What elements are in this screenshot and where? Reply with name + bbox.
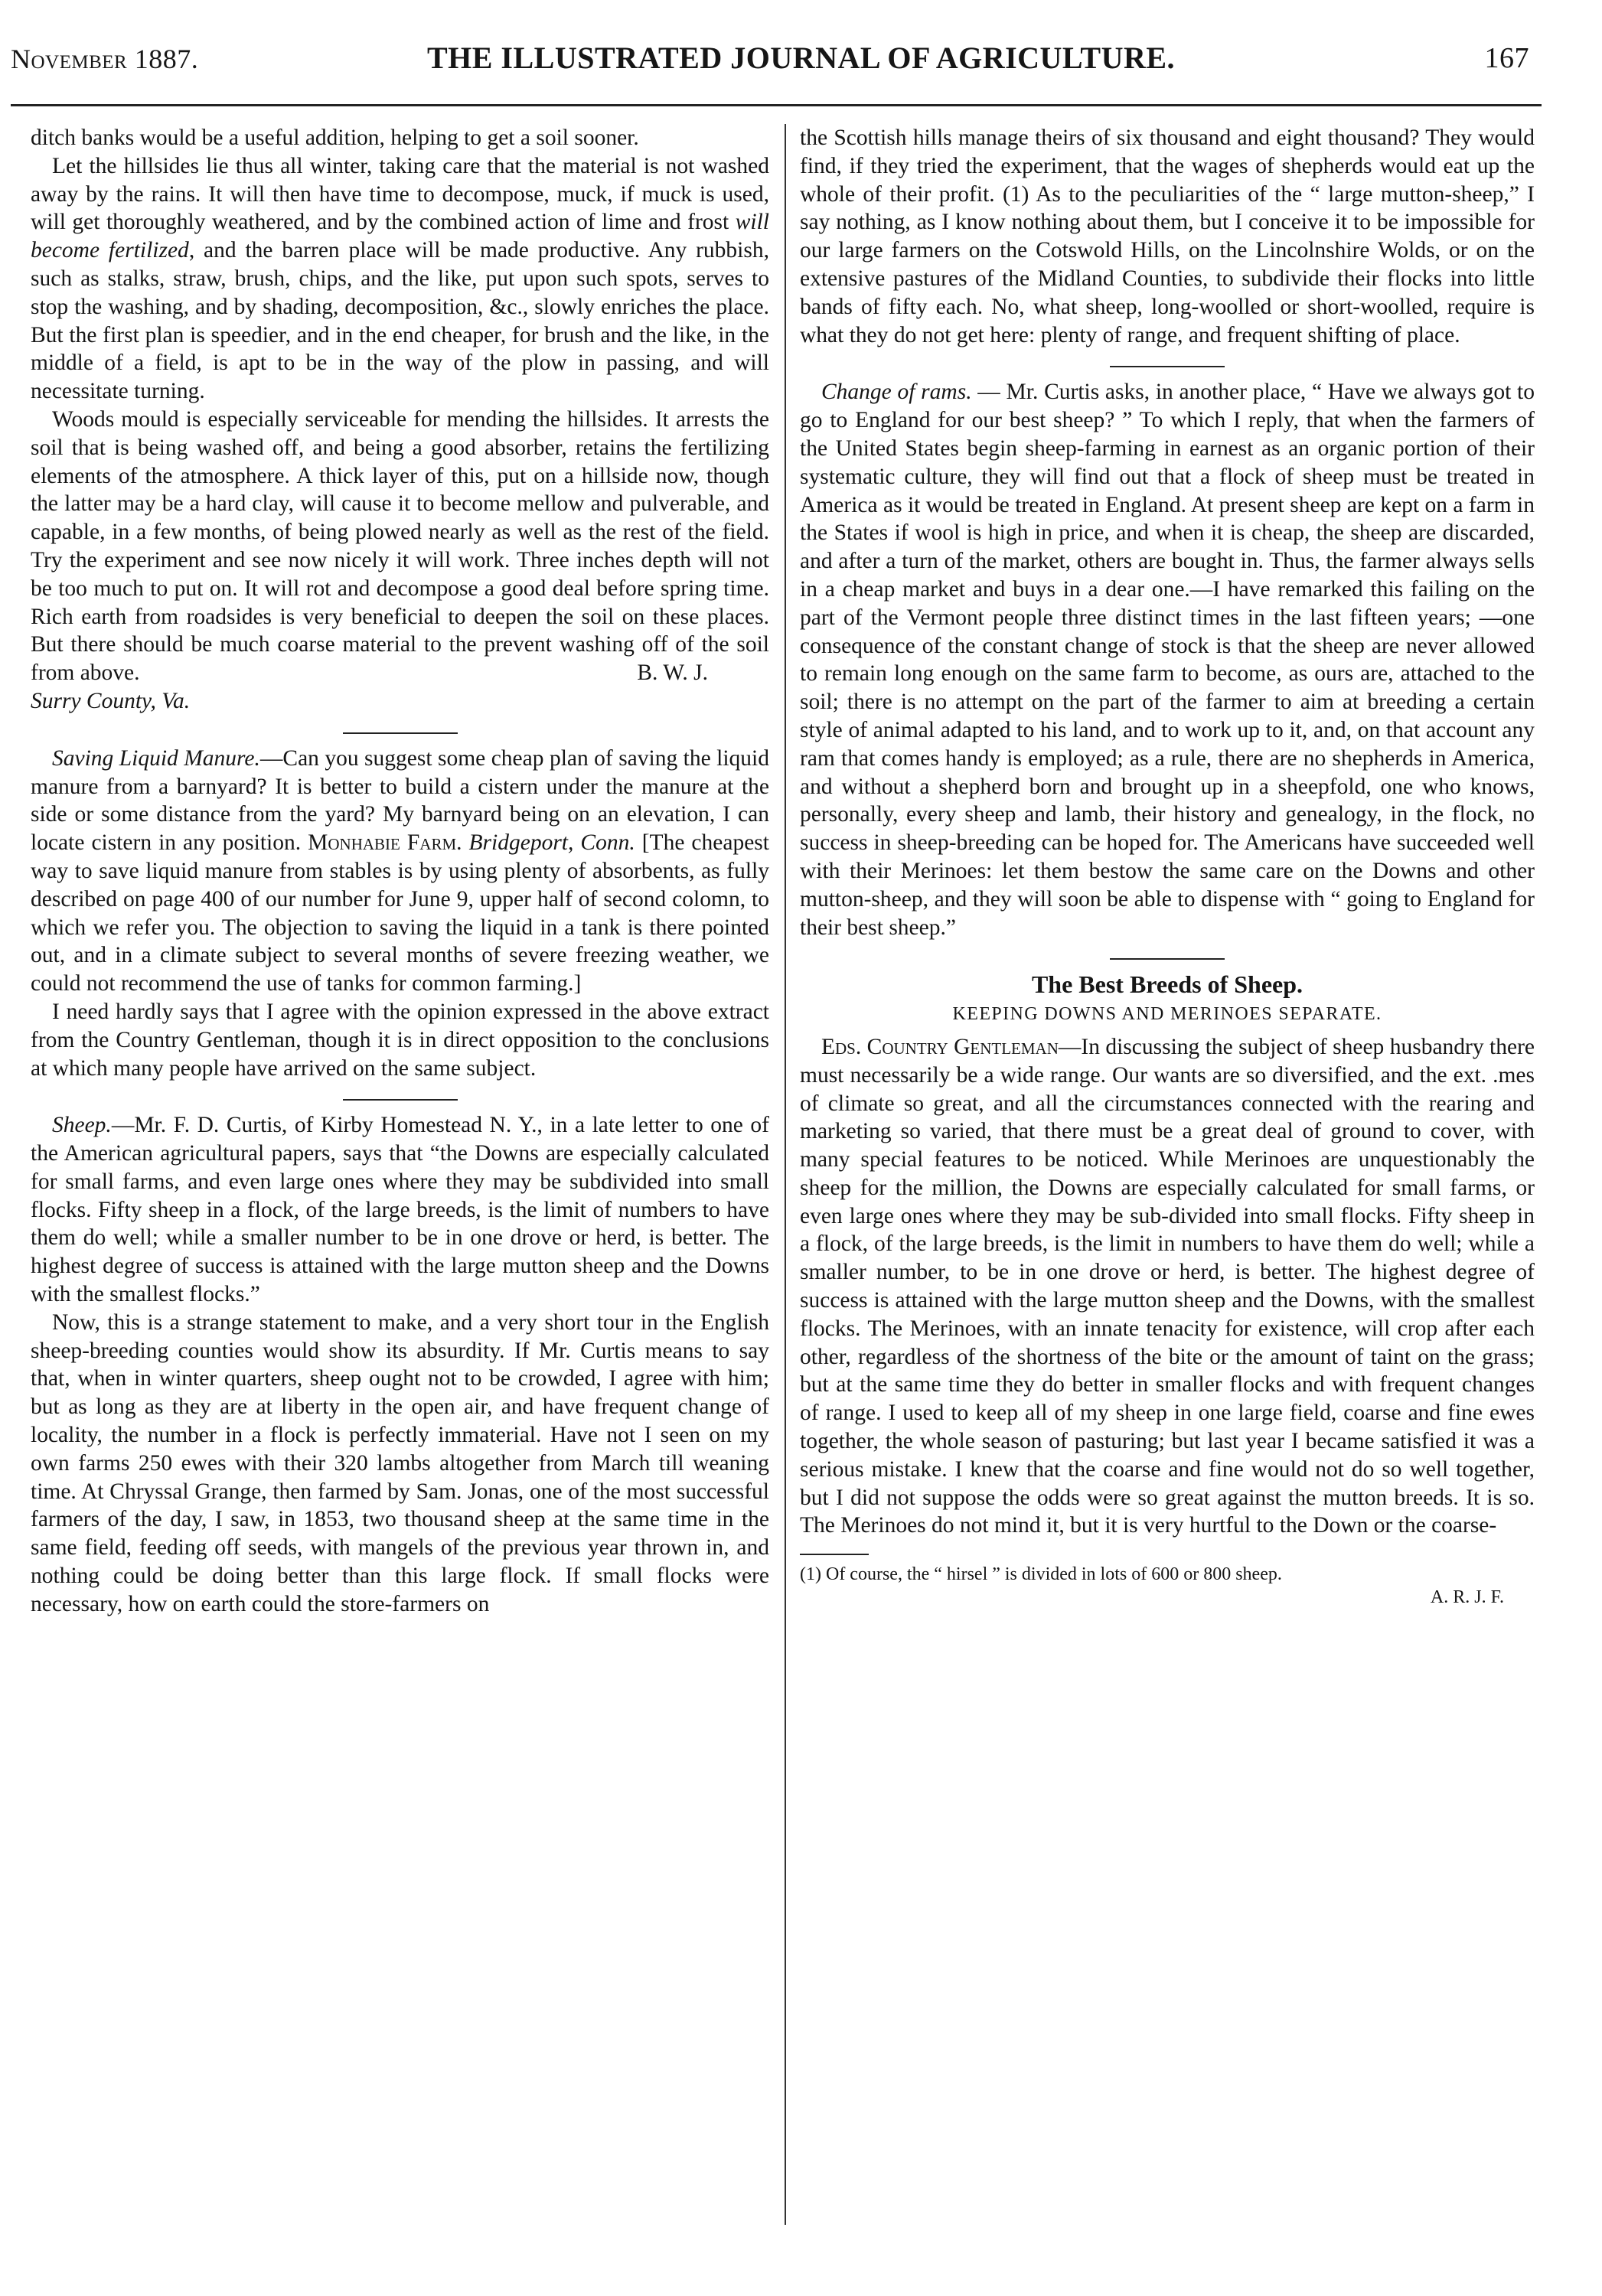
footnote-rule <box>800 1554 869 1555</box>
right-column <box>800 124 1535 1609</box>
header-rule <box>11 104 1542 106</box>
italic-text: will become fertilized <box>31 210 769 263</box>
issue-date: November 1887. <box>11 44 199 74</box>
author-place: Surry County, Va. <box>31 688 191 713</box>
journal-title: THE ILLUSTRATED JOURNAL OF AGRICULTURE. <box>426 41 1176 75</box>
text: , and the barren place will be made productive. Any rubbish, such as stalks, straw, brush, chips, and the like, put upon such spots, serves to stop the washing, and by shading, decomposition, &c., slowly enriches the place. But the first plan is speedier, and in the end cheaper, for brush and the like, in the middle of a field, is apt to be in the way of the plow in passing, and will necessitate turning. <box>31 238 769 404</box>
text: — Mr. Curtis asks, in another place, “ Have we always got to go to England for our best sheep? ” To which I reply, that when the farmers of the United States begin sheep-farming in earnest as an organic portion of their systematic culture, they will find out that a flock of sheep must be treated in America as it would be treated in England. At present sheep are kept on a farm in the States if wool is high in price, and when it is cheap, the sheep are discarded, and after a turn of the market, others are bought in. Thus, the farmer always sells in a cheap market and buys in a dear one.—I have remarked this failing on the part of the Vermont people three distinct times in the last fifteen years; —one consequence of the constant change of stock is that the sheep are never allowed to remain long enough on the same farm to become, as ours are, attached to the soil; there is no attempt on the part of the farmer to aim at breeding a certain style of animal adapted to his land, and to work up to it, and, on that account any ram that comes handy is employed; as a rule, there are no shepherds in America, and without a shepherd born and brought up in a sheepfold, one who knows, personally, every sheep and lamb, their history and genealogy, in the flock, no success in sheep-breeding can be hoped for. The Americans have succeeded well with their Merinoes: let them bestow the same care on the Downs and other mutton-sheep, and they will soon be able to dispense with “ going to England for their best sheep.” <box>800 380 1535 940</box>
paragraph <box>31 1111 769 1309</box>
text: —In discussing the subject of sheep husbandry there must necessarily be a wide range. Our wants are so diversified, and the ext. .mes of climate so great, and all the circumstances connected with the rearing and marketing so varied, that there must be a great deal of ground to cover, with many special features to be noticed. While Merinoes are unquestionably the sheep for the million, the Downs are especially calculated for small farms, or even large ones where they may be sub-divided into small flocks. Fifty sheep in a flock, of the large breeds, is the limit in numbers to have them do well; while a smaller number, to be in one drove or herd, is better. The highest degree of success is attained with the large mutton sheep and the Downs, with the smallest flocks. The Merinoes, with an innate tenacity for existence, will crop after each other, regardless of the shortness of the bite or the amount of taint on the grass; but at the same time they do better in smaller flocks and with frequent changes of range. I used to keep all of my sheep in one large field, coarse and fine ewes together, the whole season of pasturing; but last year I became satisfied it was a serious mistake. I knew that the coarse and fine would not do so well together, but I did not suppose the odds were so great against the mutton breeds. It is so. The Merinoes do not mind it, but it is very hurtful to the Down or the coarse- <box>800 1034 1535 1538</box>
paragraph: I need hardly says that I agree with the opinion expressed in the above extract from the Country Gentleman, though it is in direct opposition to the conclusions at which many people have arrived on the same subject. <box>31 999 769 1081</box>
column-divider <box>785 124 786 2225</box>
text: —Mr. F. D. Curtis, of Kirby Homestead N. Y., in a late letter to one of the American agricultural papers, says that “the Downs are especially calculated for small farms, and even large ones where they may be subdivided into small flocks. Fifty sheep in a flock, of the large breeds, is the limit of numbers to have them do well; while a smaller number to be in one drove or herd, is better. The highest degree of success is attained with the large mutton sheep and the Downs with the smallest flocks.” <box>31 1113 769 1307</box>
section-heading: Change of rams. <box>821 380 972 405</box>
section-rule <box>1110 366 1225 367</box>
farm-name: Monhabie Farm. <box>308 830 462 856</box>
section-rule <box>343 732 458 734</box>
page-header <box>0 34 1602 80</box>
paragraph: Now, this is a strange statement to make, and a very short tour in the English sheep-breeding counties would show its absurdity. If Mr. Curtis means to say that, when in winter quarters, sheep ought not to be crowded, I agree with him; but as long as they are at liberty in the open air, and have frequent change of locality, the number in a flock is perfectly immaterial. Have not I seen on my own farms 250 ewes with their 320 lambs altogether from March till weaning time. At Chryssal Grange, then farmed by Sam. Jonas, one of the most successful farmers of the day, I saw, in 1853, two thousand sheep at the same time in the same field, feeding off seeds, with mangels of the previous year thrown in, and nothing could be doing better than this large flock. If small flocks were necessary, how on earth could the store-farmers on <box>31 1309 769 1616</box>
article-title: The Best Breeds of Sheep. <box>1031 970 1303 999</box>
text: [The cheapest way to save liquid manure from stables is by using plenty of absorbents, as fully described on page 400 of our number for June 9, upper half of second colomn, to which we refer you. The objection to saving the liquid in a tank is there pointed out, and in a climate subject to several months of severe freezing weather, we could not recommend the use of tanks for common farming.] <box>31 830 769 996</box>
author-signature: B. W. J. <box>637 660 708 686</box>
section-heading: Saving Liquid Manure. <box>52 745 260 771</box>
section-heading: Sheep. <box>52 1113 112 1138</box>
section-rule <box>1110 958 1225 960</box>
footnote: (1) Of course, the “ hirsel ” is divided in lots of 600 or 800 sheep. <box>800 1564 1282 1585</box>
paragraph <box>31 152 769 406</box>
paragraph <box>800 378 1535 941</box>
paragraph <box>800 1033 1535 1540</box>
paragraph <box>31 745 769 998</box>
article-subtitle: KEEPING DOWNS AND MERINOES SEPARATE. <box>952 1004 1382 1025</box>
place-name: Bridgeport, Conn. <box>462 830 635 856</box>
section-rule <box>343 1099 458 1101</box>
salutation: Eds. Country Gentleman <box>821 1034 1059 1059</box>
footnote-signature: A. R. J. F. <box>1430 1587 1504 1608</box>
paragraph: the Scottish hills manage theirs of six thousand and eight thousand? They would find, if they tried the experiment, that the wages of shepherds would eat up the whole of their profit. (1) As to the peculiarities of the “ large mutton-sheep,” I say nothing, as I know nothing about them, but I conceive it to be impossible for our large farmers on the Cotswold Hills, on the Lincolnshire Wolds, or on the extensive pastures of the Midland Counties, to subdivide their flocks into little bands of fifty each. No, what sheep, long-woolled or short-woolled, require is what they do not get here: plenty of range, and frequent shifting of place. <box>800 126 1535 347</box>
paragraph: Woods mould is especially serviceable for mending the hillsides. It arrests the soil that is being washed off, and being a good absorber, retains the fertilizing elements of the atmosphere. A thick layer of this, put on a hillside now, though the latter may be a hard clay, will cause it to become mellow and pulverable, and capable, in a few months, of being plowed nearly as well as the rest of the field. Try the experiment and see now nicely it will work. Three inches depth will not be too much to put on. It will rot and decompose a good deal before spring time. Rich earth from roadsides is very beneficial to deepen the soil on these places. But there should be much coarse material to the prevent washing off of the soil from above. <box>31 406 769 686</box>
text: —Can you suggest some cheap plan of saving the liquid manure from a barnyard? It is better to build a cistern under the manure at the side or some distance from the yard? My barnyard being on an elevation, I can locate cistern in any position. <box>31 745 769 856</box>
text: Let the hillsides lie thus all winter, taking care that the material is not washed away by the rains. It will then have time to decompose, muck, if muck is used, will get thoroughly weathered, and by the combined action of lime and frost <box>31 153 769 235</box>
paragraph: ditch banks would be a useful addition, helping to get a soil sooner. <box>31 126 639 150</box>
left-column <box>31 124 769 1619</box>
page-number: 167 <box>1484 42 1529 74</box>
